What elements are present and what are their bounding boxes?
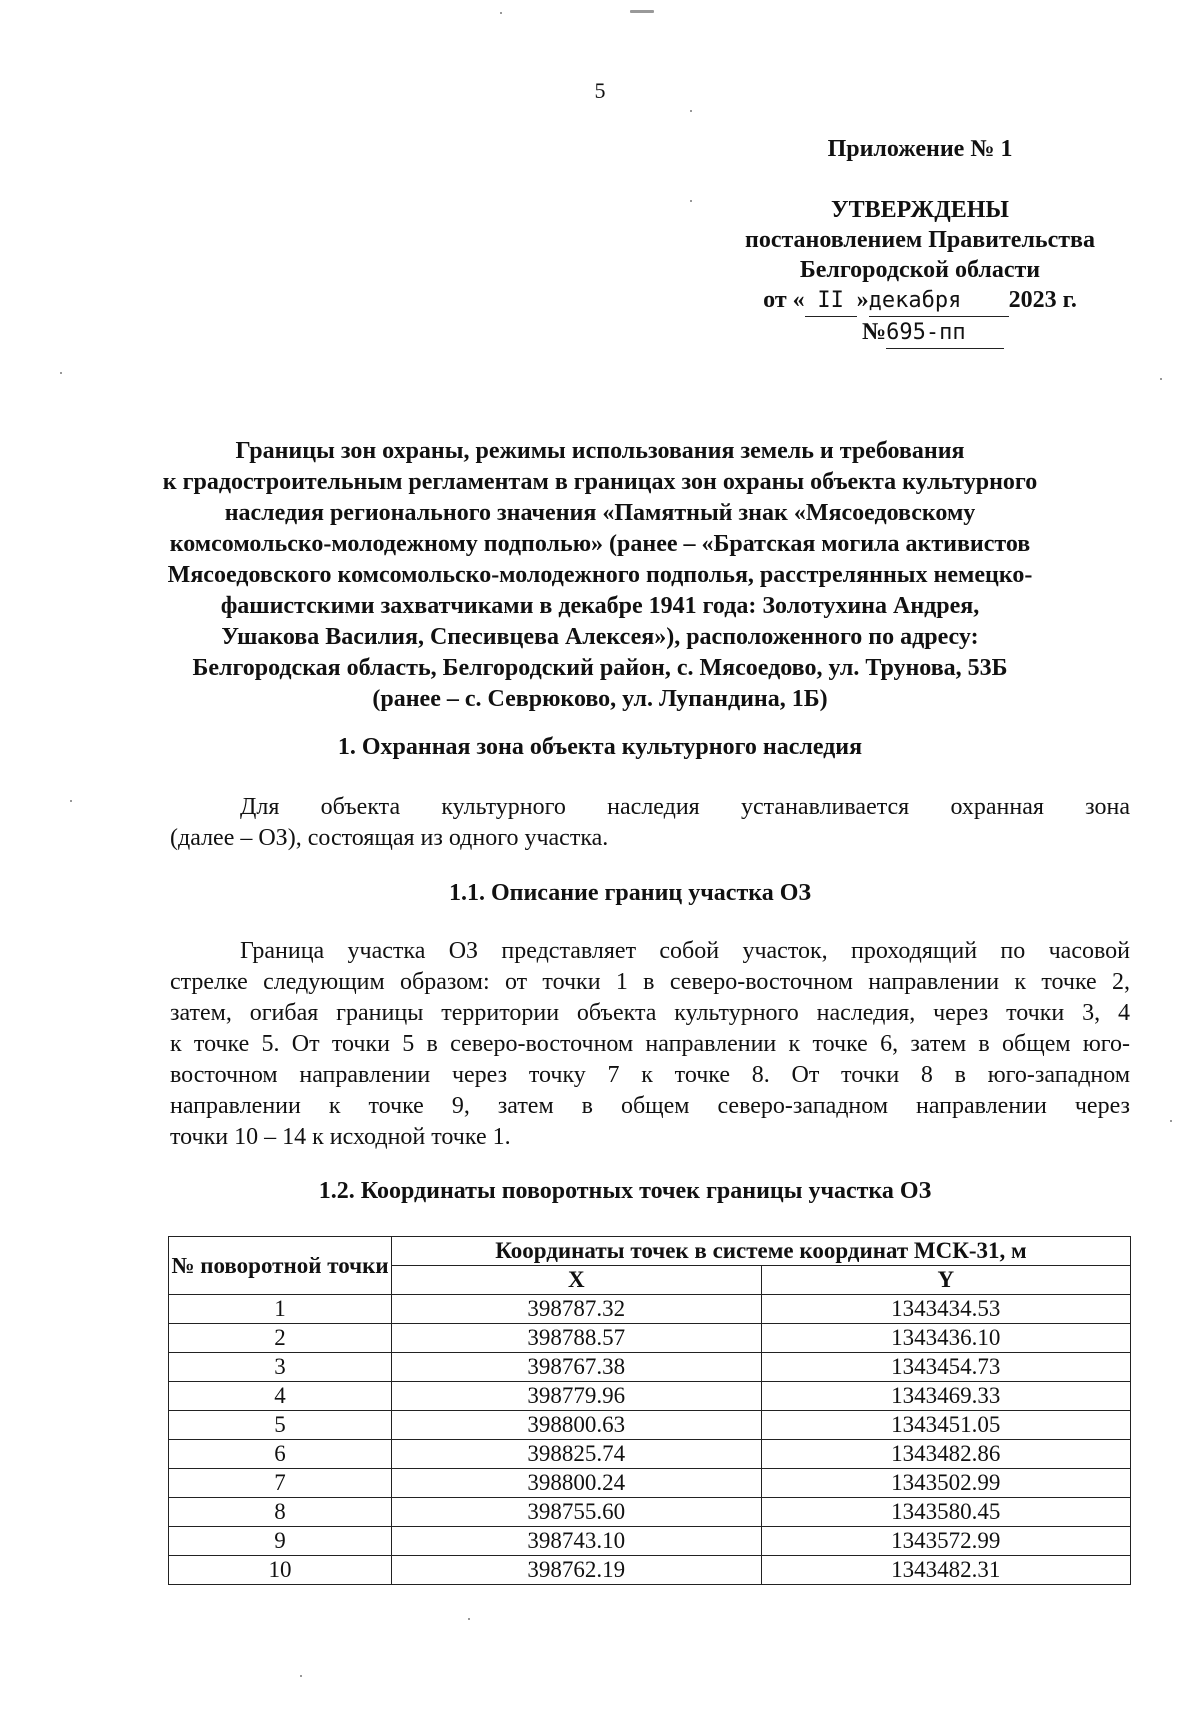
scan-speck: [70, 800, 72, 802]
coordinates-group-header: Координаты точек в системе координат МСК-31, м: [392, 1237, 1131, 1266]
document-title: [150, 436, 1050, 715]
y-value: 1343454.73: [761, 1353, 1131, 1382]
title-line: Белгородская область, Белгородский район, с. Мясоедово, ул. Трунова, 53Б: [192, 655, 1008, 681]
paragraph-line: точки 10 – 14 к исходной точке 1.: [170, 1124, 511, 1150]
number-prefix: №: [862, 319, 887, 345]
number-value: 695-пп: [886, 318, 1004, 349]
approved-label: УТВЕРЖДЕНЫ: [831, 197, 1009, 223]
date-mid: »: [856, 287, 869, 313]
paragraph-line: (далее – ОЗ), состоящая из одного участка.: [170, 825, 609, 851]
point-number: 9: [169, 1527, 392, 1556]
date-prefix: от «: [763, 287, 805, 313]
x-value: 398800.24: [392, 1469, 762, 1498]
approval-block: [730, 195, 1110, 349]
scan-speck: [1160, 378, 1162, 380]
paragraph-line: стрелке следующим образом: от точки 1 в северо-восточном направлении к точке 2,: [170, 969, 1130, 995]
approval-line-2: Белгородской области: [799, 257, 1041, 283]
scan-speck: [1170, 1120, 1172, 1122]
x-value: 398787.32: [392, 1295, 762, 1324]
col-x-header: X: [392, 1266, 762, 1295]
col-point-number-header: № поворотной точки: [169, 1237, 392, 1295]
section-1-2-heading: 1.2. Координаты поворотных точек границы участка ОЗ: [318, 1178, 932, 1204]
paragraph-line: направлении к точке 9, затем в общем северо-западном направлении через: [170, 1093, 1130, 1119]
table-row: [169, 1353, 1131, 1382]
y-value: 1343482.31: [761, 1556, 1131, 1585]
title-line: (ранее – с. Севрюково, ул. Лупандина, 1Б): [372, 686, 828, 712]
x-value: 398825.74: [392, 1440, 762, 1469]
page-number: 5: [594, 78, 606, 103]
section-1-1-paragraph: [170, 936, 1130, 1153]
x-value: 398767.38: [392, 1353, 762, 1382]
title-line: фашистскими захватчиками в декабре 1941 года: Золотухина Андрея,: [220, 593, 980, 619]
y-value: 1343434.53: [761, 1295, 1131, 1324]
paragraph-line: восточном направлении через точку 7 к точке 8. От точки 8 в юго-западном: [170, 1062, 1130, 1088]
point-number: 8: [169, 1498, 392, 1527]
point-number: 5: [169, 1411, 392, 1440]
y-value: 1343580.45: [761, 1498, 1131, 1527]
title-line: к градостроительным регламентам в границах зон охраны объекта культурного: [162, 469, 1038, 495]
approval-date: [730, 285, 1110, 317]
table-row: [169, 1498, 1131, 1527]
section-1-paragraph: [170, 792, 1130, 854]
approval-number: [730, 317, 1110, 349]
scan-speck: [300, 1675, 302, 1677]
approval-line-1: постановлением Правительства: [744, 227, 1095, 253]
date-year: 2023 г.: [1008, 287, 1077, 313]
scan-speck: [500, 12, 502, 14]
table-row: [169, 1382, 1131, 1411]
y-value: 1343502.99: [761, 1469, 1131, 1498]
scan-speck: [60, 372, 62, 374]
section-1-heading: 1. Охранная зона объекта культурного наследия: [337, 734, 863, 760]
date-month: декабря: [869, 286, 1009, 317]
point-number: 3: [169, 1353, 392, 1382]
point-number: 6: [169, 1440, 392, 1469]
scan-speck: [690, 110, 692, 112]
y-value: 1343436.10: [761, 1324, 1131, 1353]
title-line: наследия регионального значения «Памятный знак «Мясоедовскому: [224, 500, 976, 526]
paragraph-line: Граница участка ОЗ представляет собой участок, проходящий по часовой: [240, 938, 1130, 964]
x-value: 398762.19: [392, 1556, 762, 1585]
point-number: 10: [169, 1556, 392, 1585]
x-value: 398779.96: [392, 1382, 762, 1411]
table-row: [169, 1440, 1131, 1469]
table-row: [169, 1324, 1131, 1353]
point-number: 7: [169, 1469, 392, 1498]
point-number: 1: [169, 1295, 392, 1324]
scan-speck: [690, 200, 692, 202]
table-row: [169, 1411, 1131, 1440]
title-line: Границы зон охраны, режимы использования земель и требования: [235, 438, 965, 464]
paragraph-line: к точке 5. От точки 5 в северо-восточном направлении к точке 6, затем в общем юго-: [170, 1031, 1130, 1057]
paragraph-line: Для объекта культурного наследия устанавливается охранная зона: [240, 794, 1130, 820]
table-row: [169, 1295, 1131, 1324]
y-value: 1343482.86: [761, 1440, 1131, 1469]
x-value: 398788.57: [392, 1324, 762, 1353]
col-y-header: Y: [761, 1266, 1131, 1295]
table-row: [169, 1556, 1131, 1585]
y-value: 1343469.33: [761, 1382, 1131, 1411]
scan-speck: [468, 1618, 470, 1620]
x-value: 398755.60: [392, 1498, 762, 1527]
paragraph-line: затем, огибая границы территории объекта культурного наследия, через точки 3, 4: [170, 1000, 1130, 1026]
appendix-label: Приложение № 1: [827, 136, 1013, 162]
x-value: 398743.10: [392, 1527, 762, 1556]
title-line: Ушакова Василия, Спесивцева Алексея»), расположенного по адресу:: [221, 624, 979, 650]
date-day: II: [805, 286, 857, 317]
x-value: 398800.63: [392, 1411, 762, 1440]
title-line: Мясоедовского комсомольско-молодежного подполья, расстрелянных немецко-: [167, 562, 1033, 588]
point-number: 4: [169, 1382, 392, 1411]
y-value: 1343572.99: [761, 1527, 1131, 1556]
scan-speck: [630, 10, 654, 13]
point-number: 2: [169, 1324, 392, 1353]
table-row: [169, 1527, 1131, 1556]
title-line: комсомольско-молодежному подполью» (ранее – «Братская могила активистов: [169, 531, 1031, 557]
coordinates-table: [168, 1236, 1131, 1585]
section-1-1-heading: 1.1. Описание границ участка ОЗ: [448, 880, 812, 906]
table-row: [169, 1469, 1131, 1498]
y-value: 1343451.05: [761, 1411, 1131, 1440]
